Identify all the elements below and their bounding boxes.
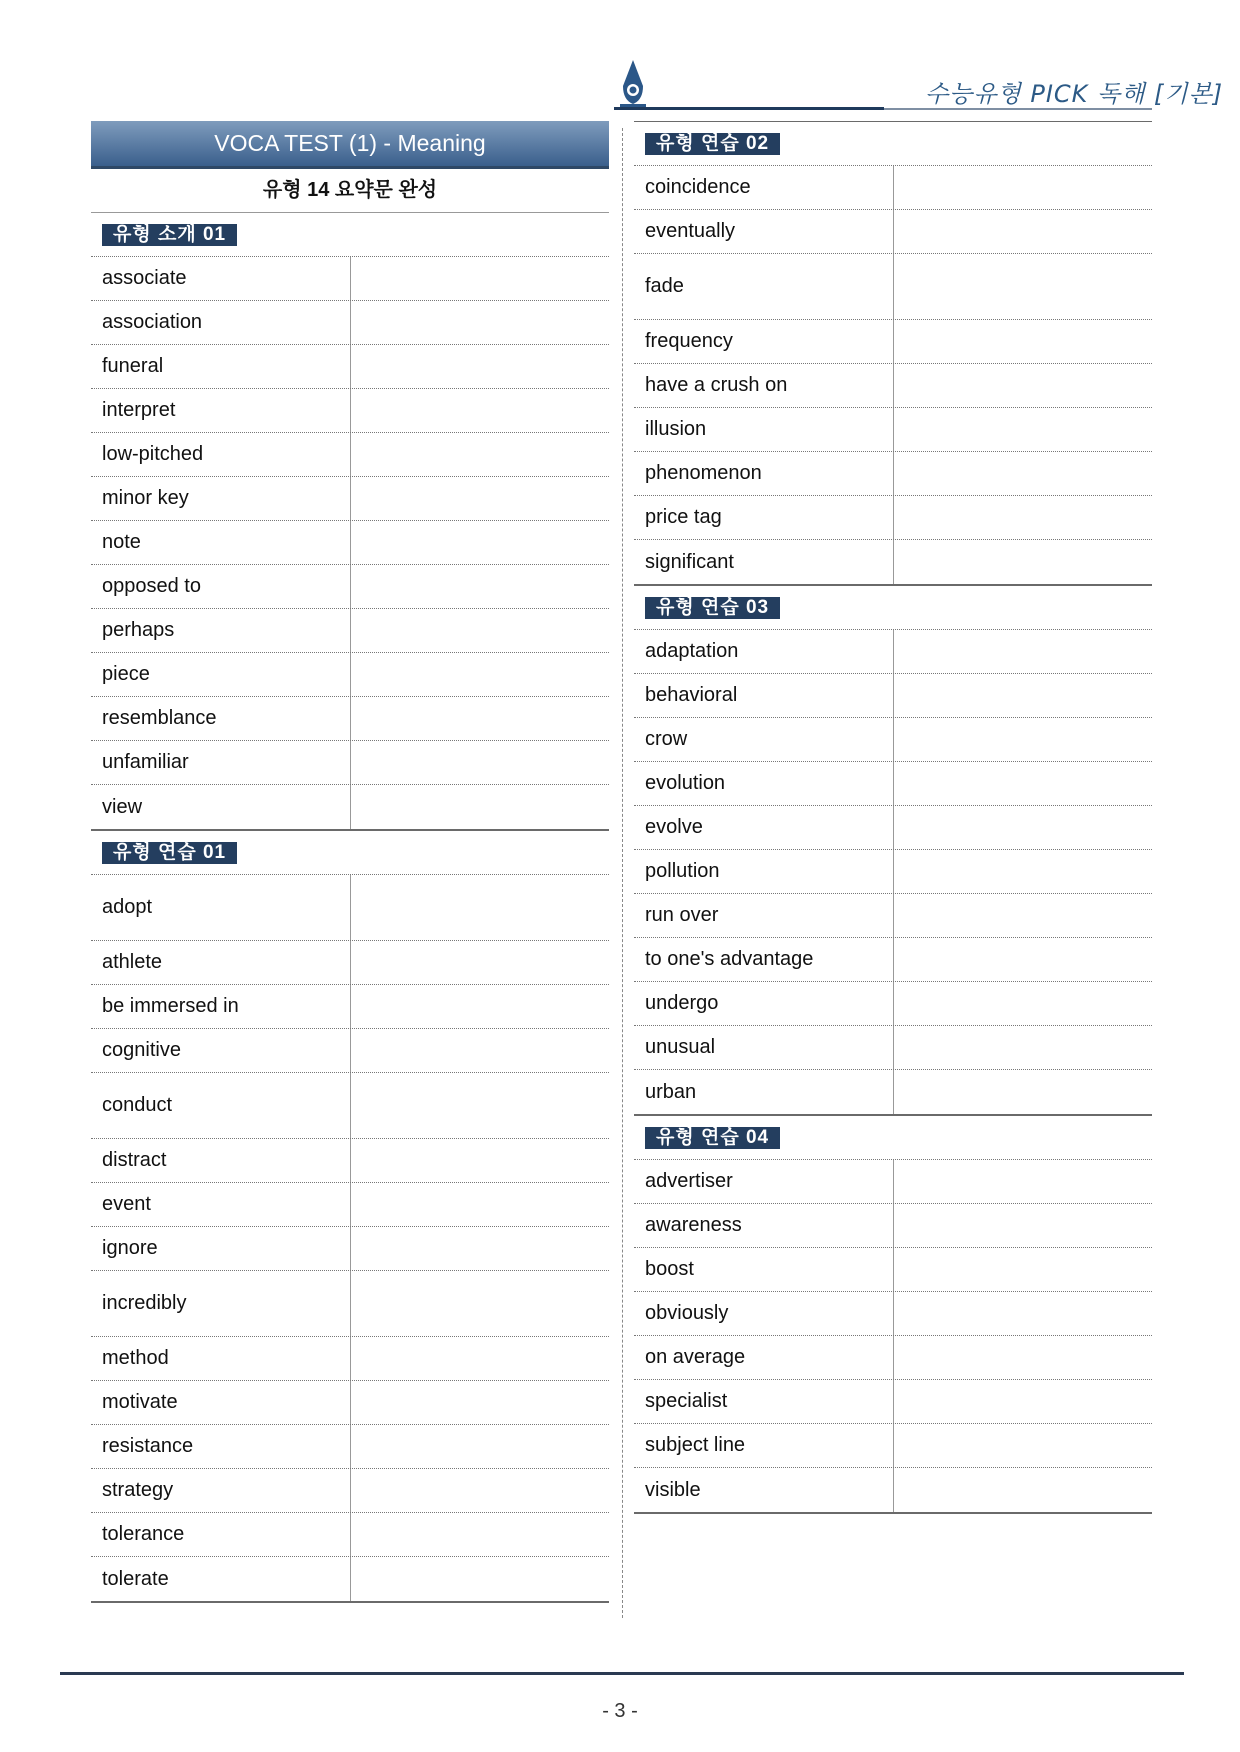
meaning-answer-blank[interactable] (350, 1381, 609, 1424)
vocab-word: motivate (102, 1391, 178, 1413)
meaning-answer-blank[interactable] (893, 364, 1152, 407)
vocab-word: price tag (645, 506, 722, 528)
meaning-answer-blank[interactable] (350, 1337, 609, 1380)
vocab-row (634, 982, 1152, 1026)
vocab-row (634, 1336, 1152, 1380)
vocab-row (634, 1204, 1152, 1248)
vocab-word: crow (645, 728, 688, 750)
vocab-word: eventually (645, 220, 736, 242)
meaning-answer-blank[interactable] (350, 697, 609, 740)
vocab-word: low-pitched (102, 443, 204, 465)
vocab-row (91, 1183, 609, 1227)
vocab-row (91, 1029, 609, 1073)
section-practice-04 (634, 1116, 1152, 1514)
meaning-answer-blank[interactable] (893, 210, 1152, 253)
vocab-word: unfamiliar (102, 751, 189, 773)
meaning-answer-blank[interactable] (350, 1227, 609, 1270)
vocab-row (91, 697, 609, 741)
vocab-word: conduct (102, 1094, 173, 1116)
vocab-word: opposed to (102, 575, 201, 597)
vocab-row (634, 452, 1152, 496)
meaning-answer-blank[interactable] (350, 609, 609, 652)
vocab-word: be immersed in (102, 995, 239, 1017)
meaning-answer-blank[interactable] (350, 389, 609, 432)
meaning-answer-blank[interactable] (350, 875, 609, 940)
vocab-row (91, 1139, 609, 1183)
section-header (634, 122, 1152, 166)
meaning-answer-blank[interactable] (350, 433, 609, 476)
vocab-word: associate (102, 267, 187, 289)
vocab-row (91, 785, 609, 829)
vocab-row (91, 1381, 609, 1425)
vocab-word: significant (645, 550, 734, 573)
vocab-row (91, 985, 609, 1029)
vocab-row (634, 496, 1152, 540)
vocab-row (634, 210, 1152, 254)
vocab-word: interpret (102, 399, 176, 421)
meaning-answer-blank[interactable] (893, 1026, 1152, 1069)
vocab-row (91, 1425, 609, 1469)
vocab-word: pollution (645, 860, 720, 882)
meaning-answer-blank[interactable] (893, 1248, 1152, 1291)
meaning-answer-blank[interactable] (350, 1425, 609, 1468)
meaning-answer-blank[interactable] (893, 630, 1152, 673)
meaning-answer-blank[interactable] (350, 985, 609, 1028)
meaning-answer-blank[interactable] (893, 166, 1152, 209)
meaning-answer-blank[interactable] (893, 320, 1152, 363)
section-practice-01 (91, 831, 609, 1603)
section-label: 유형 연습 04 (645, 1127, 780, 1149)
meaning-answer-blank[interactable] (893, 894, 1152, 937)
vocab-row (91, 565, 609, 609)
vocab-row (91, 653, 609, 697)
vocab-word: obviously (645, 1302, 729, 1324)
meaning-answer-blank[interactable] (350, 741, 609, 784)
section-practice-03 (634, 586, 1152, 1116)
vocab-word: run over (645, 904, 719, 926)
vocab-row (634, 1424, 1152, 1468)
vocab-row (634, 1380, 1152, 1424)
meaning-answer-blank[interactable] (893, 1380, 1152, 1423)
meaning-answer-blank[interactable] (350, 1469, 609, 1512)
vocab-word: have a crush on (645, 374, 788, 396)
section-label: 유형 연습 02 (645, 133, 780, 155)
section-intro-01 (91, 213, 609, 831)
vocab-word: boost (645, 1258, 694, 1280)
vocab-word: behavioral (645, 684, 738, 706)
meaning-answer-blank[interactable] (893, 254, 1152, 319)
section-header (91, 831, 609, 875)
vocab-word: visible (645, 1478, 701, 1501)
vocab-word: resemblance (102, 707, 217, 729)
meaning-answer-blank[interactable] (893, 806, 1152, 849)
meaning-answer-blank[interactable] (350, 521, 609, 564)
vocab-row (634, 1292, 1152, 1336)
meaning-answer-blank[interactable] (893, 1468, 1152, 1512)
vocab-word: adaptation (645, 640, 739, 662)
vocab-row (634, 762, 1152, 806)
vocab-row (634, 1248, 1152, 1292)
test-subtitle: 유형 14 요약문 완성 (91, 169, 609, 213)
vocab-word: undergo (645, 992, 719, 1014)
vocab-word: minor key (102, 487, 189, 509)
section-label: 유형 연습 01 (102, 842, 237, 864)
vocab-word: event (102, 1193, 151, 1215)
test-title: VOCA TEST (1) - Meaning (91, 121, 609, 169)
vocab-word: athlete (102, 951, 163, 973)
vocab-row (91, 1513, 609, 1557)
meaning-answer-blank[interactable] (893, 1160, 1152, 1203)
section-header (91, 213, 609, 257)
meaning-answer-blank[interactable] (893, 408, 1152, 451)
vocab-row (91, 477, 609, 521)
vocab-word: frequency (645, 330, 733, 352)
meaning-answer-blank[interactable] (350, 1139, 609, 1182)
vocab-word: specialist (645, 1390, 728, 1412)
vocab-row (634, 166, 1152, 210)
vocab-word: funeral (102, 355, 164, 377)
section-practice-02 (634, 121, 1152, 586)
meaning-answer-blank[interactable] (350, 1073, 609, 1138)
meaning-answer-blank[interactable] (350, 1557, 609, 1601)
meaning-answer-blank[interactable] (350, 785, 609, 829)
meaning-answer-blank[interactable] (893, 718, 1152, 761)
vocab-word: illusion (645, 418, 707, 440)
meaning-answer-blank[interactable] (893, 1070, 1152, 1114)
vocab-word: ignore (102, 1237, 158, 1259)
vocab-row (634, 718, 1152, 762)
vocab-row (91, 1557, 609, 1601)
vocab-word: perhaps (102, 619, 175, 641)
vocab-word: evolution (645, 772, 726, 794)
vocab-row (634, 320, 1152, 364)
footer-rule (60, 1672, 1184, 1675)
meaning-answer-blank[interactable] (350, 565, 609, 608)
meaning-answer-blank[interactable] (893, 982, 1152, 1025)
right-column (634, 121, 1152, 1514)
vocab-row (634, 1026, 1152, 1070)
vocab-word: distract (102, 1149, 167, 1171)
vocab-word: tolerance (102, 1523, 185, 1545)
vocab-word: phenomenon (645, 462, 762, 484)
vocab-word: adopt (102, 896, 153, 918)
vocab-row (91, 345, 609, 389)
vocab-word: cognitive (102, 1039, 181, 1061)
vocab-word: to one's advantage (645, 948, 814, 970)
vocab-row (634, 806, 1152, 850)
meaning-answer-blank[interactable] (893, 850, 1152, 893)
vocab-row (91, 1073, 609, 1139)
vocab-word: urban (645, 1080, 697, 1103)
vocab-row (91, 433, 609, 477)
vocab-row (634, 540, 1152, 584)
header-rule-accent (614, 107, 884, 110)
vocab-row (91, 257, 609, 301)
vocab-row (91, 389, 609, 433)
vocab-word: awareness (645, 1214, 742, 1236)
vocab-word: subject line (645, 1434, 746, 1456)
vocab-word: unusual (645, 1036, 716, 1058)
meaning-answer-blank[interactable] (893, 938, 1152, 981)
meaning-answer-blank[interactable] (893, 1424, 1152, 1467)
vocab-word: piece (102, 663, 150, 685)
vocab-word: evolve (645, 816, 703, 838)
left-column (91, 121, 609, 1603)
section-header (634, 586, 1152, 630)
section-label: 유형 소개 01 (102, 224, 237, 246)
meaning-answer-blank[interactable] (893, 496, 1152, 539)
vocab-row (91, 1469, 609, 1513)
vocab-word: advertiser (645, 1170, 733, 1192)
meaning-answer-blank[interactable] (350, 477, 609, 520)
vocab-row (634, 408, 1152, 452)
vocab-word: strategy (102, 1479, 174, 1501)
meaning-answer-blank[interactable] (350, 345, 609, 388)
meaning-answer-blank[interactable] (350, 941, 609, 984)
brand-title: 수능유형 PICK 독해 [기본] (925, 80, 1224, 108)
vocab-row (634, 630, 1152, 674)
vocab-row (91, 941, 609, 985)
vocab-row (634, 938, 1152, 982)
vocab-word: coincidence (645, 176, 751, 198)
section-label: 유형 연습 03 (645, 597, 780, 619)
pen-nib-logo-icon (618, 58, 648, 108)
meaning-answer-blank[interactable] (893, 540, 1152, 584)
vocab-row (634, 254, 1152, 320)
vocab-row (634, 1468, 1152, 1512)
vocab-word: association (102, 311, 203, 333)
vocab-word: resistance (102, 1435, 194, 1457)
vocab-word: on average (645, 1346, 746, 1368)
vocab-row (634, 894, 1152, 938)
vocab-row (91, 301, 609, 345)
meaning-answer-blank[interactable] (893, 674, 1152, 717)
vocab-row (91, 1337, 609, 1381)
vocab-row (91, 1271, 609, 1337)
meaning-answer-blank[interactable] (350, 301, 609, 344)
vocab-word: method (102, 1347, 169, 1369)
vocab-row (634, 1070, 1152, 1114)
meaning-answer-blank[interactable] (350, 257, 609, 300)
vocab-word: tolerate (102, 1567, 169, 1590)
vocab-word: fade (645, 275, 684, 297)
vocab-word: incredibly (102, 1292, 187, 1314)
vocab-row (634, 674, 1152, 718)
column-divider (622, 128, 623, 1618)
vocab-row (634, 850, 1152, 894)
vocab-row (91, 521, 609, 565)
meaning-answer-blank[interactable] (350, 1271, 609, 1336)
meaning-answer-blank[interactable] (350, 1029, 609, 1072)
meaning-answer-blank[interactable] (893, 452, 1152, 495)
page-number: - 3 - (602, 1700, 638, 1722)
vocab-word: note (102, 531, 141, 553)
meaning-answer-blank[interactable] (350, 653, 609, 696)
meaning-answer-blank[interactable] (893, 1336, 1152, 1379)
vocab-row (91, 741, 609, 785)
meaning-answer-blank[interactable] (893, 762, 1152, 805)
meaning-answer-blank[interactable] (893, 1204, 1152, 1247)
vocab-word: view (102, 795, 143, 818)
meaning-answer-blank[interactable] (350, 1513, 609, 1556)
vocab-row (634, 1160, 1152, 1204)
meaning-answer-blank[interactable] (893, 1292, 1152, 1335)
vocab-row (91, 875, 609, 941)
vocab-row (91, 609, 609, 653)
meaning-answer-blank[interactable] (350, 1183, 609, 1226)
vocab-row (91, 1227, 609, 1271)
vocab-row (634, 364, 1152, 408)
section-header (634, 1116, 1152, 1160)
